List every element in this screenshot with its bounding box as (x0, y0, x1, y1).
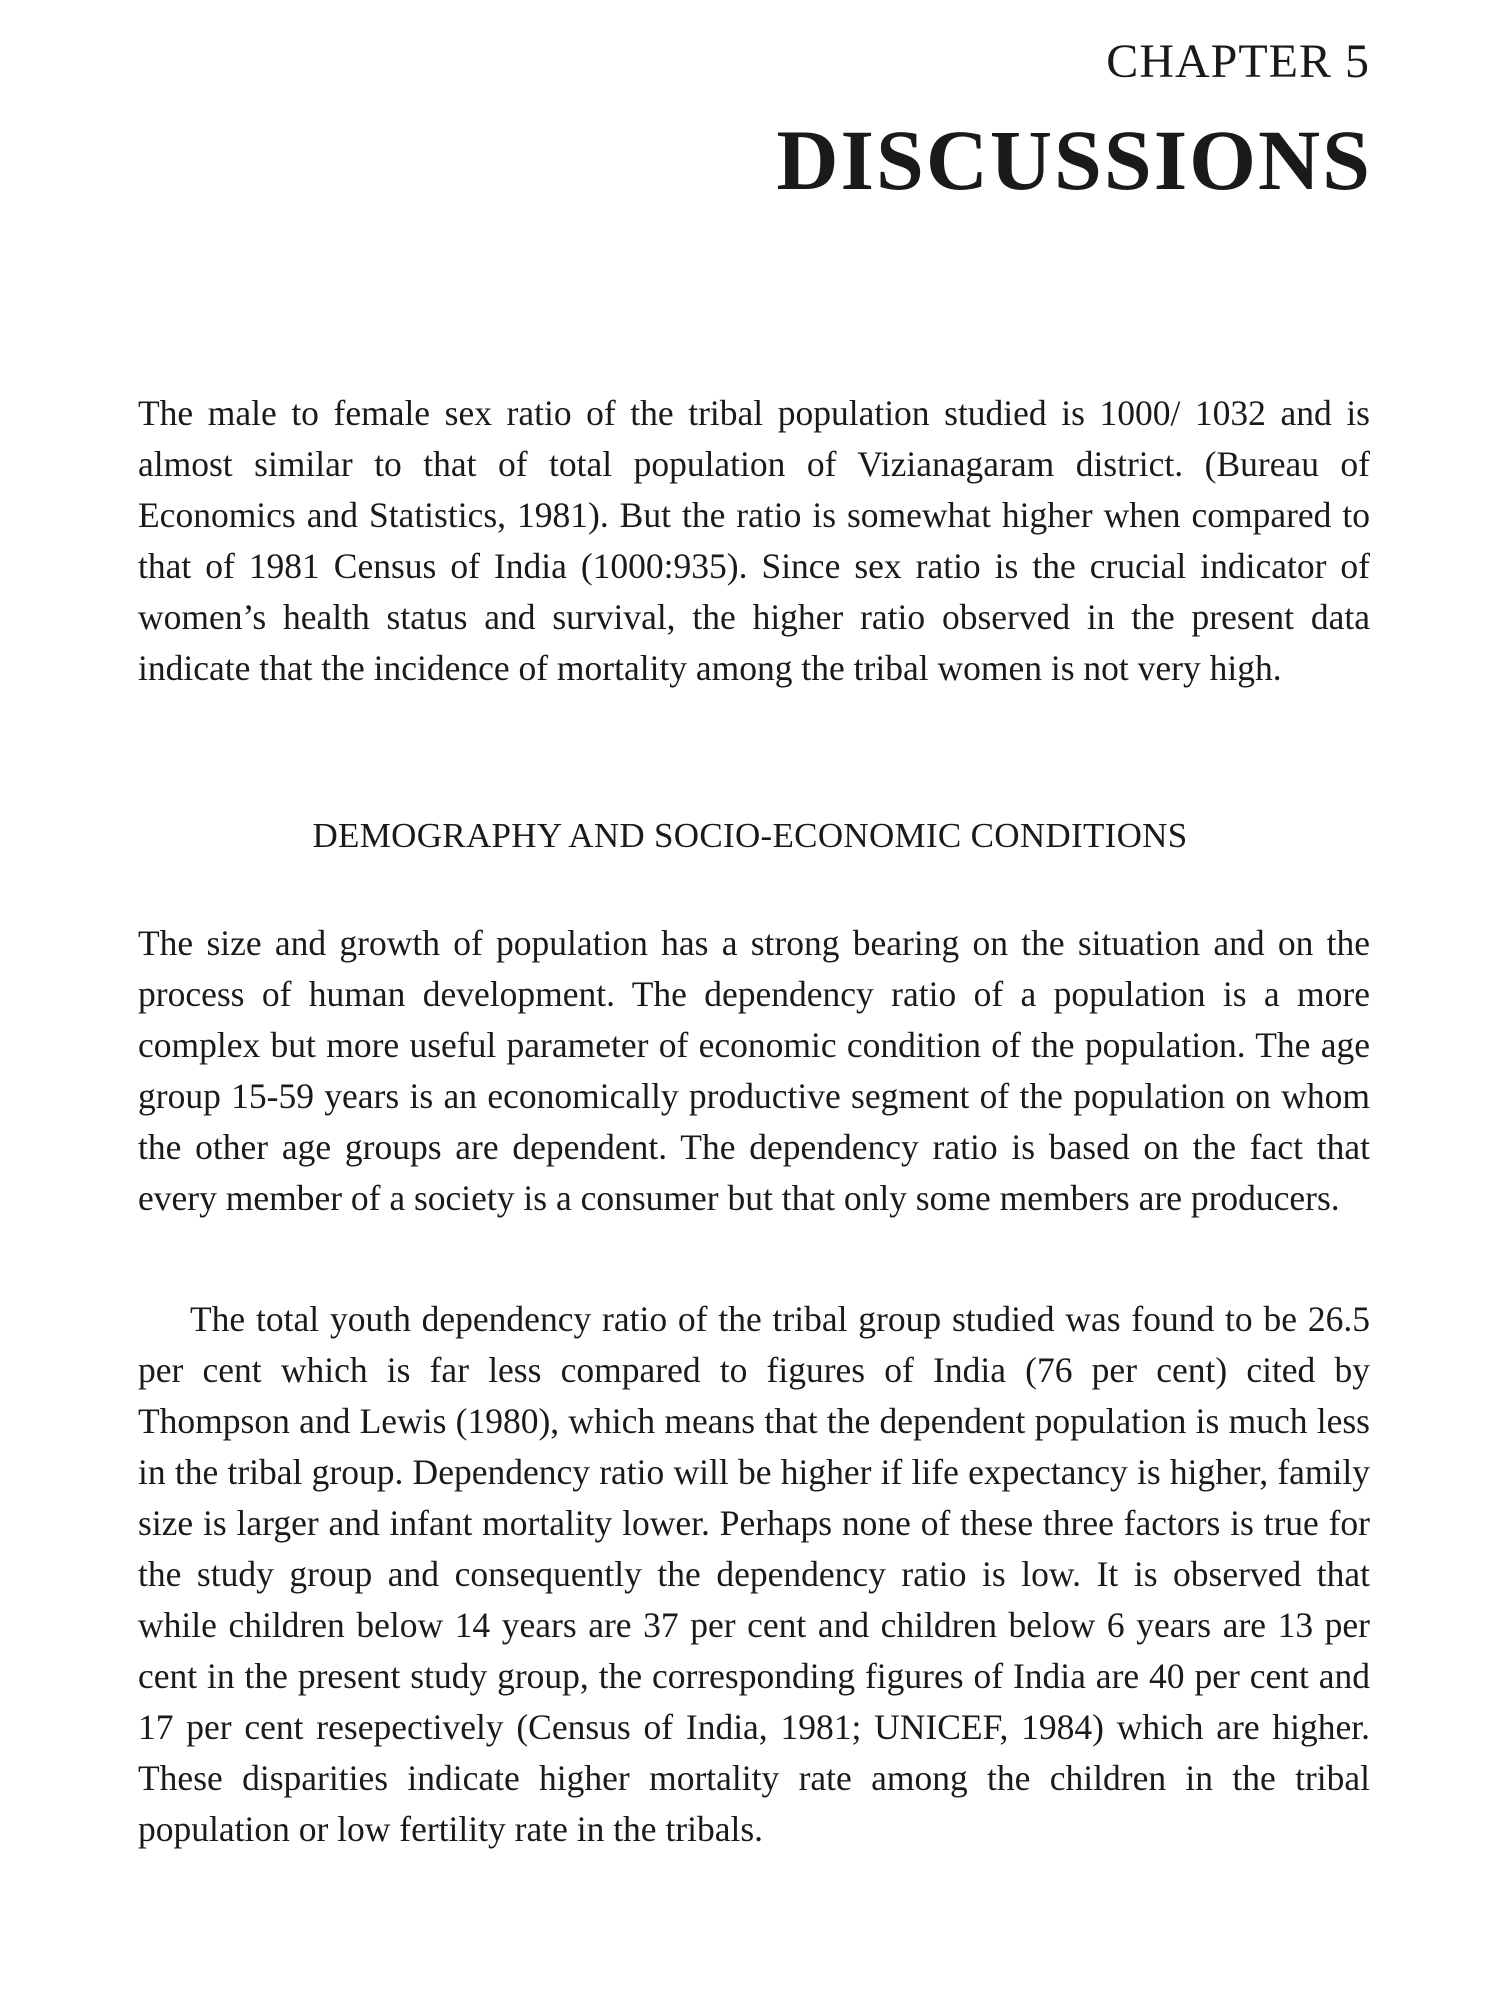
paragraph-sex-ratio: The male to female sex ratio of the tribal population studied is 1000/ 1032 and is almost similar to that of total population of Vizianagaram district. (Bureau of Economics and Statistics, 1981). But the ratio is somewhat higher when compared to that of 1981 Census of India (1000:935). Since sex ratio is the crucial indicator of women’s health status and survival, the higher ratio observed in the present data indicate that the incidence of mortality among the tribal women is not very high. (138, 393, 1370, 688)
chapter-label: CHAPTER 5 (1106, 35, 1370, 88)
paragraph-dependency-ratio: The total youth dependency ratio of the tribal group studied was found to be 26.5 per cent which is far less compared to figures of India (76 per cent) cited by Thompson and Lewis (1980), which means that the dependent population is much less in the tribal group. Dependency ratio will be higher if life expectancy is higher, family size is larger and infant mortality lower. Perhaps none of these three factors is true for the study group and consequently the dependency ratio is low. It is observed that while children below 14 years are 37 per cent and children below 6 years are 13 per cent in the present study group, the corresponding figures of India are 40 per cent and 17 per cent resepectively (Census of India, 1981; UNICEF, 1984) which are higher. These disparities indicate higher mortality rate among the children in the tribal population or low fertility rate in the tribals. (138, 1299, 1370, 1849)
section-heading-demography: DEMOGRAPHY AND SOCIO-ECONOMIC CONDITIONS (312, 816, 1188, 855)
chapter-title: DISCUSSIONS (776, 112, 1372, 208)
paragraph-population-growth: The size and growth of population has a strong bearing on the situation and on the process of human development. The dependency ratio of a population is a more complex but more useful parameter of economic condition of the population. The age group 15-59 years is an economically productive segment of the population on whom the other age groups are dependent. The dependency ratio is based on the fact that every member of a society is a consumer but that only some members are producers. (138, 923, 1370, 1218)
